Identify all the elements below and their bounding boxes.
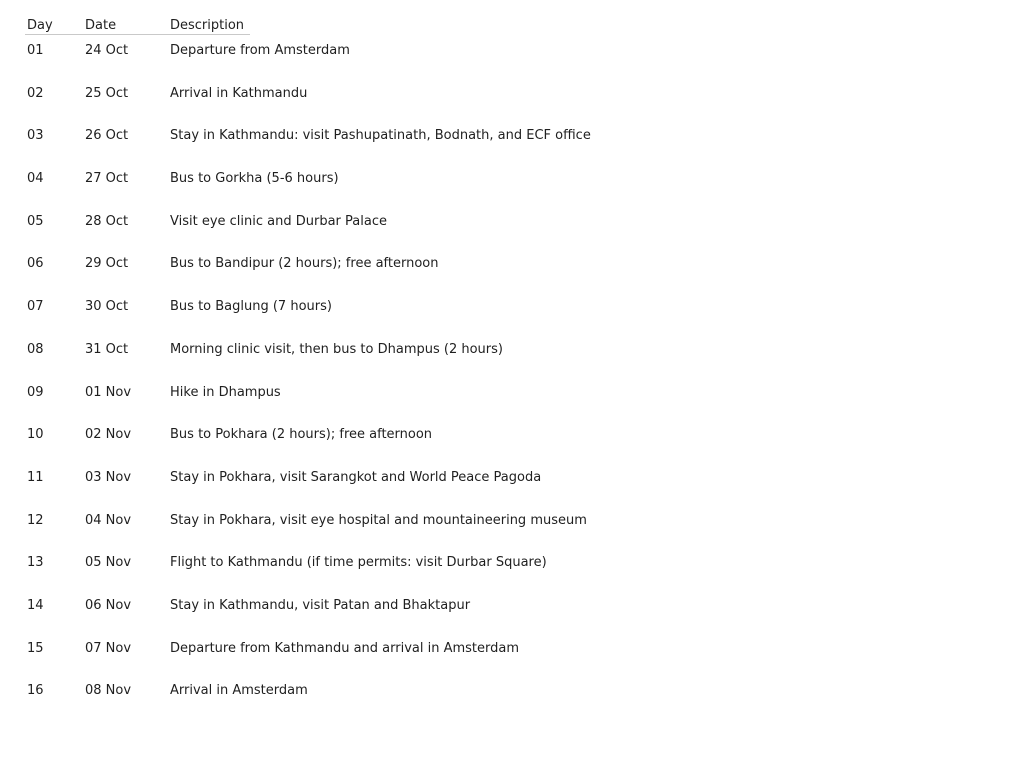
row-description: Bus to Gorkha (5-6 hours): [170, 171, 339, 187]
row-description: Hike in Dhampus: [170, 384, 281, 400]
table-row: [27, 598, 987, 641]
row-day: 09: [27, 384, 44, 400]
row-day: 07: [27, 299, 44, 315]
table-row: [27, 171, 987, 214]
table-row: [27, 641, 987, 684]
table-header-row: [27, 18, 987, 34]
row-description: Stay in Pokhara, visit Sarangkot and World Peace Pagoda: [170, 469, 542, 485]
table-row: [27, 128, 987, 171]
itinerary-table: [27, 18, 987, 726]
row-description: Bus to Bandipur (2 hours); free afternoon: [170, 256, 439, 272]
row-description: Bus to Pokhara (2 hours); free afternoon: [170, 427, 433, 443]
row-day: 14: [27, 597, 44, 613]
row-date: 25 Oct: [85, 85, 129, 101]
row-date: 30 Oct: [85, 299, 129, 315]
row-description: Morning clinic visit, then bus to Dhampus (2 hours): [170, 341, 503, 357]
column-header-date: Date: [85, 18, 117, 33]
row-date: 04 Nov: [85, 512, 132, 528]
row-description: Bus to Baglung (7 hours): [170, 299, 332, 315]
row-description: Arrival in Amsterdam: [170, 683, 308, 699]
row-description: Stay in Pokhara, visit eye hospital and mountaineering museum: [170, 512, 587, 528]
row-description: Visit eye clinic and Durbar Palace: [170, 213, 387, 229]
row-description: Flight to Kathmandu (if time permits: visit Durbar Square): [170, 555, 547, 571]
header-underline: [25, 34, 250, 35]
row-date: 27 Oct: [85, 171, 129, 187]
row-description: Stay in Kathmandu, visit Patan and Bhaktapur: [170, 597, 471, 613]
row-day: 15: [27, 640, 44, 656]
row-date: 26 Oct: [85, 128, 129, 144]
row-date: 28 Oct: [85, 213, 129, 229]
row-day: 04: [27, 171, 44, 187]
row-date: 01 Nov: [85, 384, 132, 400]
table-row: [27, 43, 987, 86]
row-description: Departure from Kathmandu and arrival in Amsterdam: [170, 640, 520, 656]
row-date: 03 Nov: [85, 469, 132, 485]
row-day: 16: [27, 683, 44, 699]
column-header-description: Description: [170, 18, 245, 33]
row-date: 08 Nov: [85, 683, 132, 699]
row-day: 13: [27, 555, 44, 571]
row-date: 05 Nov: [85, 555, 132, 571]
row-day: 12: [27, 512, 44, 528]
row-day: 03: [27, 128, 44, 144]
row-day: 10: [27, 427, 44, 443]
row-date: 06 Nov: [85, 597, 132, 613]
row-day: 02: [27, 85, 44, 101]
row-date: 02 Nov: [85, 427, 132, 443]
table-row: [27, 342, 987, 385]
table-row: [27, 86, 987, 129]
row-day: 05: [27, 213, 44, 229]
table-row: [27, 214, 987, 257]
table-row: [27, 299, 987, 342]
row-day: 01: [27, 43, 44, 58]
row-day: 08: [27, 341, 44, 357]
table-row: [27, 256, 987, 299]
row-day: 06: [27, 256, 44, 272]
row-date: 24 Oct: [85, 43, 129, 58]
row-description: Departure from Amsterdam: [170, 43, 350, 58]
table-row: [27, 683, 987, 726]
row-date: 29 Oct: [85, 256, 129, 272]
table-row: [27, 385, 987, 428]
row-day: 11: [27, 469, 44, 485]
table-body: [27, 43, 987, 726]
table-row: [27, 555, 987, 598]
row-date: 31 Oct: [85, 341, 129, 357]
table-row: [27, 427, 987, 470]
row-description: Stay in Kathmandu: visit Pashupatinath, Bodnath, and ECF office: [170, 128, 591, 144]
row-date: 07 Nov: [85, 640, 132, 656]
column-header-day: Day: [27, 18, 53, 33]
table-row: [27, 470, 987, 513]
row-description: Arrival in Kathmandu: [170, 85, 308, 101]
table-row: [27, 513, 987, 556]
